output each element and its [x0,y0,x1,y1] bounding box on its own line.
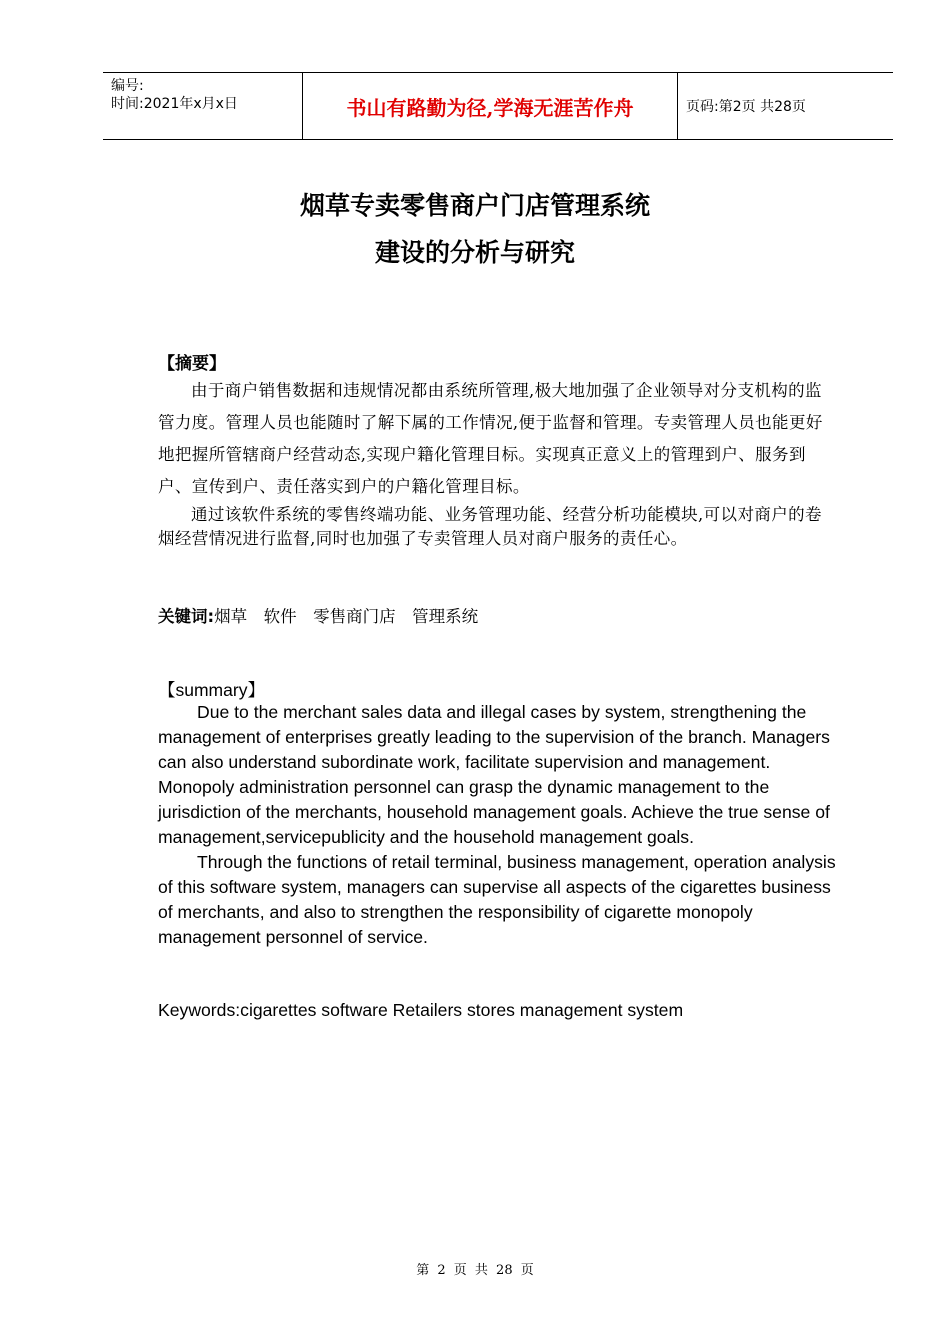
abstract-en-para2: Through the functions of retail terminal, business management, operation analysis of this software system, managers can supervise all aspects of the cigarettes business of merchants, and also to strengthen the responsibility of cigarette monopoly management personnel of service. [158,852,836,947]
keywords-en-label: Keywords: [158,1000,241,1020]
keywords-en-values: cigarettes software Retailers stores management system [240,1000,684,1020]
abstract-en-para1: Due to the merchant sales data and illegal cases by system, strengthening the management of enterprises greatly leading to the supervision of the branch. Managers can also understand subordinate work, facilitate supervision and management. Monopoly administration personnel can grasp the dynamic management to the jurisdiction of the merchants, household management goals. Achieve the true sense of management,servicepublicity and the household management goals. [158,702,830,847]
abstract-cn-heading: 【摘要】 [158,354,226,374]
keywords-en [158,1000,683,1021]
doc-title-line2: 建设的分析与研究 [374,238,575,267]
header-meta [103,73,303,139]
abstract-cn-body [158,375,833,503]
keywords-cn-values: 烟草 软件 零售商门店 管理系统 [214,607,479,626]
header-motto: 书山有路勤为径,学海无涯苦作舟 [303,73,678,139]
abstract-cn-para2: 通过该软件系统的零售终端功能、业务管理功能、经营分析功能模块,可以对商户的卷烟经营情况进行监督,同时也加强了专卖管理人员对商户服务的责任心。 [158,505,822,548]
doc-title-line1: 烟草专卖零售商户门店管理系统 [299,191,650,220]
abstract-en-heading: 【summary】 [158,680,265,700]
header-page-info: 页码:第2页 共28页 [686,99,806,115]
page-header [103,72,893,140]
number-label: 编号: [111,78,144,94]
keywords-cn [158,603,478,627]
abstract-cn-para1: 由于商户销售数据和违规情况都由系统所管理,极大地加强了企业领导对分支机构的监管力度。管理人员也能随时了解下属的工作情况,便于监督和管理。专卖管理人员也能更好地把握所管辖商户经营动态,实现户籍化管理目标。实现真正意义上的管理到户、服务到户、宣传到户、责任落实到户的户籍化管理目标。 [158,381,823,496]
time-label: 时间:2021年x月x日 [111,96,238,112]
abstract-en-body [158,700,843,950]
page-footer: 第 2 页 共 28 页 [416,1263,534,1278]
keywords-cn-label: 关键词: [158,607,215,626]
abstract-cn-body2 [158,503,833,551]
